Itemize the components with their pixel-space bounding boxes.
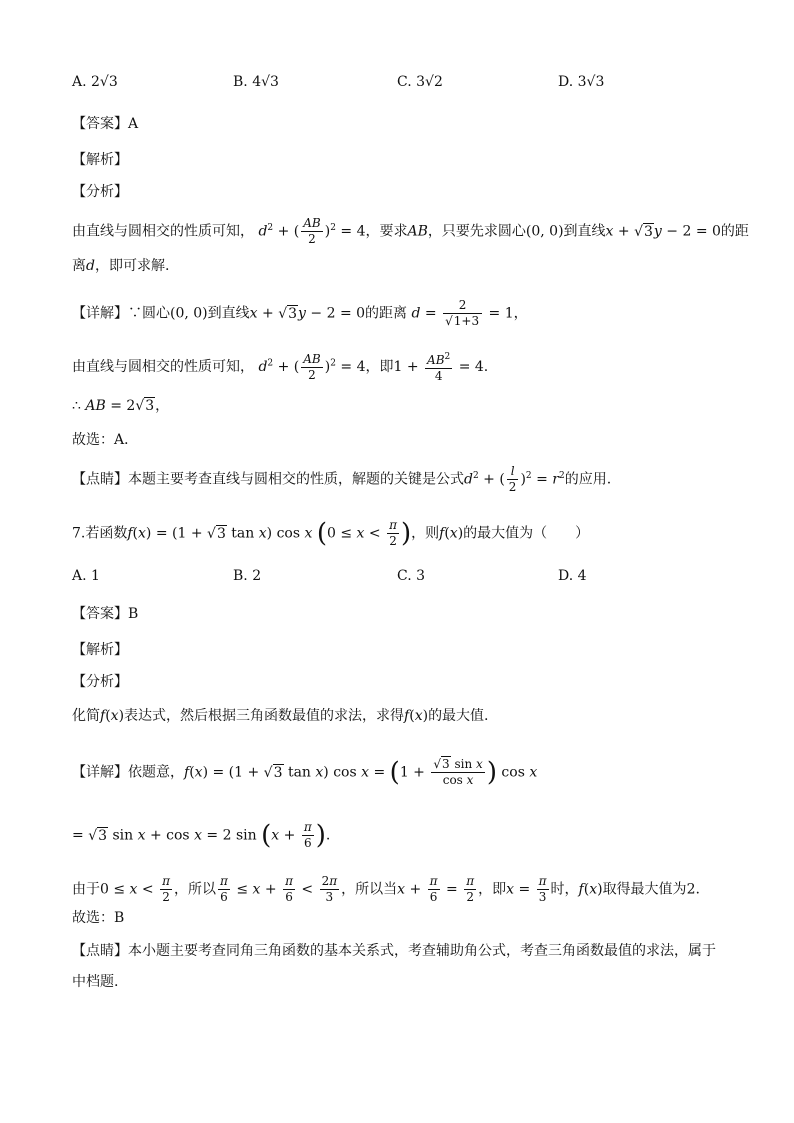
- option-label: B.: [233, 568, 248, 584]
- q7-option-c: [397, 566, 425, 586]
- q7-dianjing-line1: [72, 941, 716, 961]
- q6-fenxi: 【分析】: [72, 184, 128, 200]
- text: 7.若函数: [72, 525, 128, 542]
- option-value: 4√3: [252, 74, 279, 90]
- text: 本小题主要考查同角三角函数的基本关系式，考查辅助角公式，考查三角函数最值的求法，属于: [128, 943, 716, 959]
- text: 的最大值为（ ）: [463, 525, 590, 542]
- q6-therefore: ∴ AB = 2√3，: [72, 398, 170, 414]
- q6-detail-line2: 由直线与圆相交的性质可知， $d^2$ + ( $\frac{AB}{2}$ )$^2$ = 4，即1 + $\frac{AB^2}{4}$ = 4.: [72, 351, 489, 383]
- text: ，则: [411, 525, 440, 542]
- q6-dianjing: 【点睛】本题主要考查直线与圆相交的性质，解题的关键是公式$d^2$ + ( $\frac{l}{2}$ )$^2 = r^2$的应用.: [72, 464, 612, 494]
- q6-jiexi: 【解析】: [72, 152, 128, 168]
- therefore-icon: ∴: [72, 398, 81, 414]
- text: 的距: [720, 223, 749, 240]
- text: 本题主要考查直线与圆相交的性质，解题的关键是公式: [128, 471, 464, 488]
- text: 表达式，然后根据三角函数最值的求法，求得: [124, 708, 405, 724]
- q7-jiexi: 【解析】: [72, 642, 128, 658]
- q6-detail-line1: 【详解】∵圆心(0, 0)到直线x + √3y − 2 = 0的距离 d = $\frac{2}{√1+3}$ = 1，: [72, 298, 528, 328]
- answer-tag: 【答案】: [72, 606, 128, 622]
- text: 由于: [72, 881, 100, 898]
- detail-tag: 【详解】: [72, 764, 128, 781]
- text: 到直线: [563, 223, 606, 240]
- text: 的距离: [365, 305, 408, 322]
- q7-analysis: 化简f(x)表达式，然后根据三角函数最值的求法，求得f(x)的最大值.: [72, 708, 489, 724]
- answer-tag: 【答案】: [72, 116, 128, 132]
- detail-tag: 【详解】: [72, 305, 128, 322]
- q6-option-d: [558, 72, 604, 92]
- q7-dianjing-line2: 中档题.: [72, 974, 119, 990]
- text: 的最大值.: [428, 708, 489, 724]
- q7-option-b: [233, 566, 261, 586]
- text: .: [695, 881, 700, 898]
- text: 时，: [550, 881, 579, 898]
- text: 圆心: [142, 305, 170, 322]
- option-value: 1: [91, 568, 100, 584]
- option-value: 3√2: [416, 74, 443, 90]
- text: 由直线与圆相交的性质可知，: [72, 359, 254, 375]
- option-label: D.: [558, 568, 574, 584]
- text: ，即: [365, 359, 394, 375]
- q7-option-a: [72, 566, 100, 586]
- q7-option-d: [558, 566, 587, 586]
- q6-analysis-line2: 离d，即可求解.: [72, 258, 170, 274]
- answer-value: A: [128, 116, 139, 132]
- q6-analysis-line1: 由直线与圆相交的性质可知， $d^2$ + ( $\frac{AB}{2}$ )$^2$ = 4，要求AB，只要先求圆心(0, 0)到直线x + √3y − 2 = 0的距: [72, 216, 749, 246]
- text: ，要求: [365, 223, 408, 240]
- text: 取得最大值为: [602, 881, 687, 898]
- q6-choose: 故选：A．: [72, 432, 139, 448]
- option-value: 2: [252, 568, 262, 584]
- option-value: 3√3: [577, 74, 605, 90]
- text: ，: [155, 398, 170, 414]
- option-value: 2√3: [91, 74, 118, 90]
- q6-answer: [72, 114, 138, 134]
- text: ，: [513, 305, 528, 322]
- q7-answer: [72, 604, 138, 624]
- option-label: B.: [233, 74, 248, 90]
- q7-choose: 故选：B: [72, 910, 125, 926]
- text: 的应用.: [564, 471, 612, 488]
- q6-option-c: [397, 72, 443, 92]
- option-label: C.: [397, 568, 412, 584]
- q6-option-b: [233, 72, 279, 92]
- text: 到直线: [207, 305, 250, 322]
- text: ，即: [478, 881, 507, 898]
- answer-value: B: [128, 606, 139, 622]
- text: ，只要先求圆心: [427, 223, 526, 240]
- option-value: 3: [416, 568, 426, 584]
- dianjing-tag: 【点睛】: [72, 943, 128, 959]
- q7-since: 由于0 ≤ x < $\frac{\pi}{2}$ ，所以 $\frac{\pi}{6}$ ≤ x + $\frac{\pi}{6}$ < $\frac{2\pi}{3}$ ，所以当x + $\frac{\pi}{6}$ = $\frac{\pi}{2}$ ，即x = $\frac{\pi}{3}$ 时，f(x)取得最大值为2.: [72, 874, 700, 904]
- text: 化简: [72, 708, 100, 724]
- q7-stem: 7.若函数f(x) = (1 + √3 tan x) cos x (0 ≤ x < $\frac{\pi}{2}$ )，则f(x)的最大值为（ ）: [72, 518, 590, 549]
- text: .: [483, 359, 489, 375]
- q7-detail-line2: = √3 sin x + cos x = 2 sin (x + $\frac{\pi}{6}$ ).: [72, 820, 331, 851]
- option-label: C.: [397, 74, 412, 90]
- q6-option-a: [72, 72, 118, 92]
- q7-detail-line1: 【详解】依题意，f(x) = (1 + √3 tan x) cos x = (1 + $\frac{\text{√3 sin x}}{\text{cos x}}$ ) cos x: [72, 757, 538, 788]
- dianjing-tag: 【点睛】: [72, 471, 128, 488]
- option-label: A.: [72, 74, 87, 90]
- text: ，所以: [173, 881, 216, 898]
- option-label: D.: [558, 74, 574, 90]
- text: 离: [72, 258, 86, 274]
- max-value: 2: [686, 881, 696, 898]
- text: 由直线与圆相交的性质可知，: [72, 223, 254, 240]
- because-icon: ∵: [128, 305, 142, 322]
- option-value: 4: [577, 568, 587, 584]
- option-label: A.: [72, 568, 87, 584]
- text: ，所以当: [341, 881, 398, 898]
- q7-fenxi: 【分析】: [72, 674, 128, 690]
- text: ，即可求解.: [94, 258, 170, 274]
- text: 依题意，: [128, 764, 184, 781]
